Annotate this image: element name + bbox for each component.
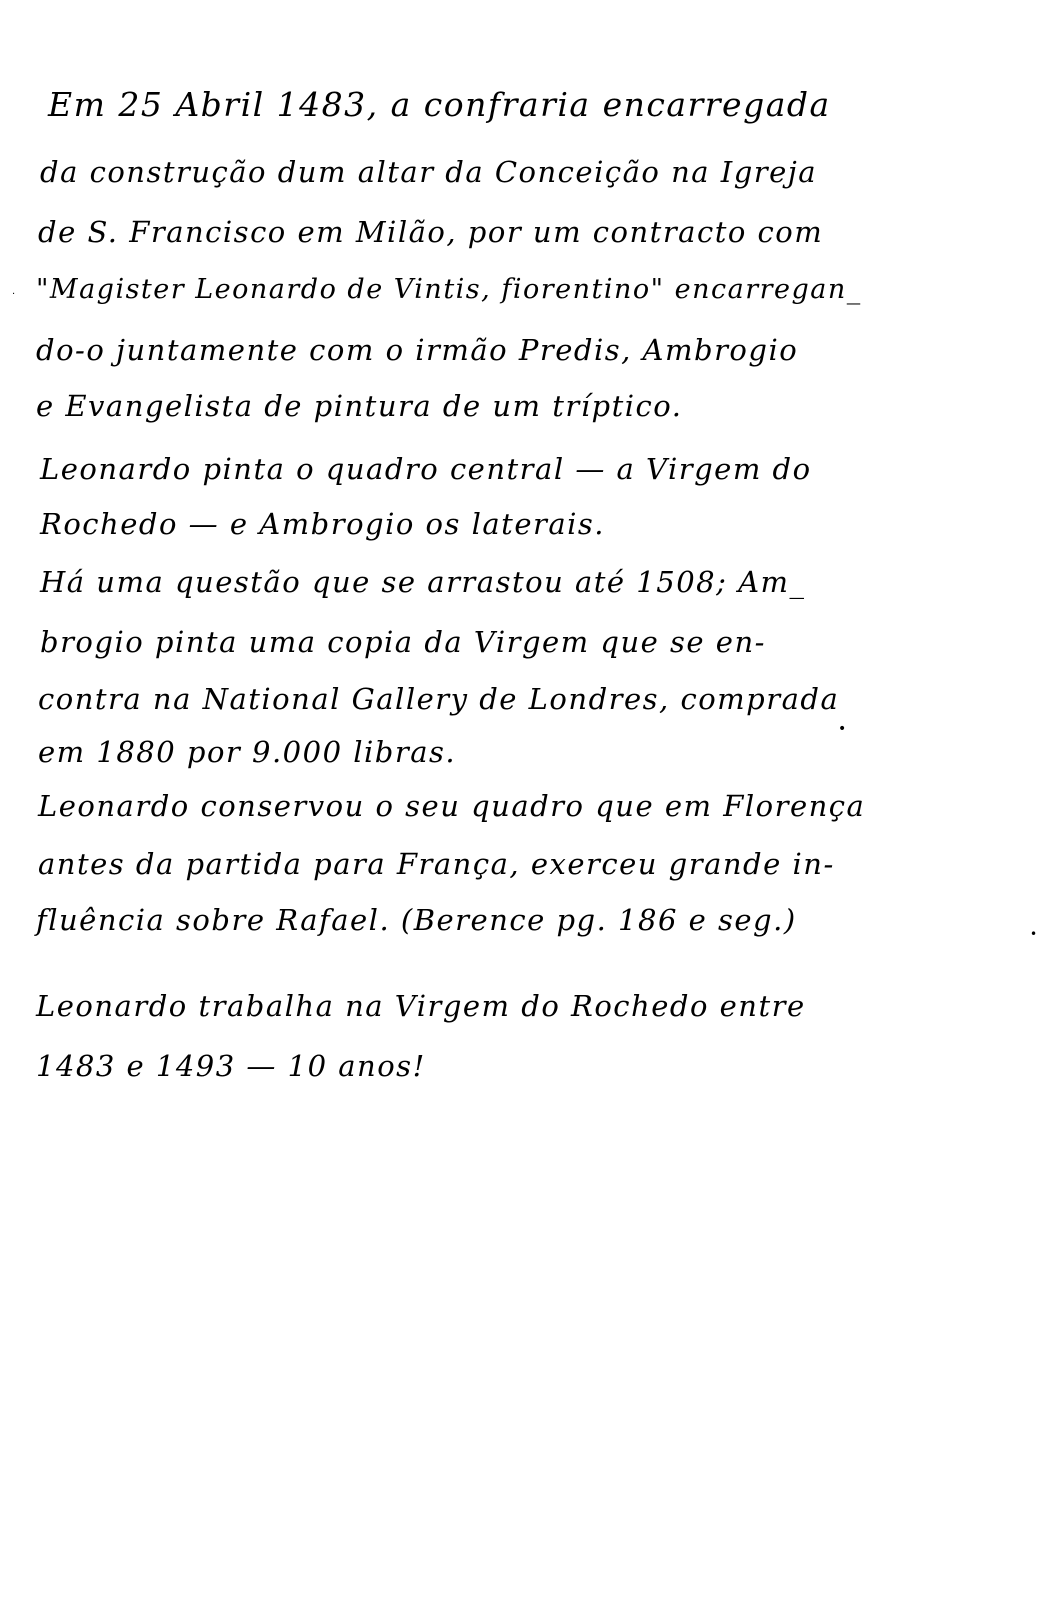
handwritten-line: "Magister Leonardo de Vintis, fiorentino" encarregan_ xyxy=(36,274,862,305)
scan-speck: • xyxy=(838,721,847,737)
handwritten-line: Leonardo pinta o quadro central — a Virgem do xyxy=(40,452,812,486)
handwritten-line: e Evangelista de pintura de um tríptico. xyxy=(36,389,683,423)
handwritten-line: do-o juntamente com o irmão Predis, Ambrogio xyxy=(36,333,799,367)
handwritten-line: Rochedo — e Ambrogio os laterais. xyxy=(40,507,606,541)
handwritten-line: Leonardo trabalha na Virgem do Rochedo entre xyxy=(36,989,806,1023)
handwritten-line: antes da partida para França, exerceu grande in- xyxy=(38,847,835,881)
handwritten-line: Em 25 Abril 1483, a confraria encarregada xyxy=(48,85,831,124)
handwritten-line: contra na National Gallery de Londres, comprada xyxy=(38,682,840,716)
handwritten-line: da construção dum altar da Conceição na Igreja xyxy=(40,155,818,189)
handwritten-line: 1483 e 1493 — 10 anos! xyxy=(36,1049,426,1083)
handwritten-line: de S. Francisco em Milão, por um contracto com xyxy=(38,215,824,249)
handwritten-line: fluência sobre Rafael. (Berence pg. 186 e seg.) xyxy=(36,903,797,937)
scan-speck: · xyxy=(12,289,16,300)
handwritten-line: brogio pinta uma copia da Virgem que se en- xyxy=(40,625,766,659)
handwritten-line: Há uma questão que se arrastou até 1508; Am_ xyxy=(40,565,806,599)
scan-speck: • xyxy=(1030,927,1038,941)
handwritten-line: Leonardo conservou o seu quadro que em Florença xyxy=(38,789,866,823)
handwritten-line: em 1880 por 9.000 libras. xyxy=(38,735,457,769)
